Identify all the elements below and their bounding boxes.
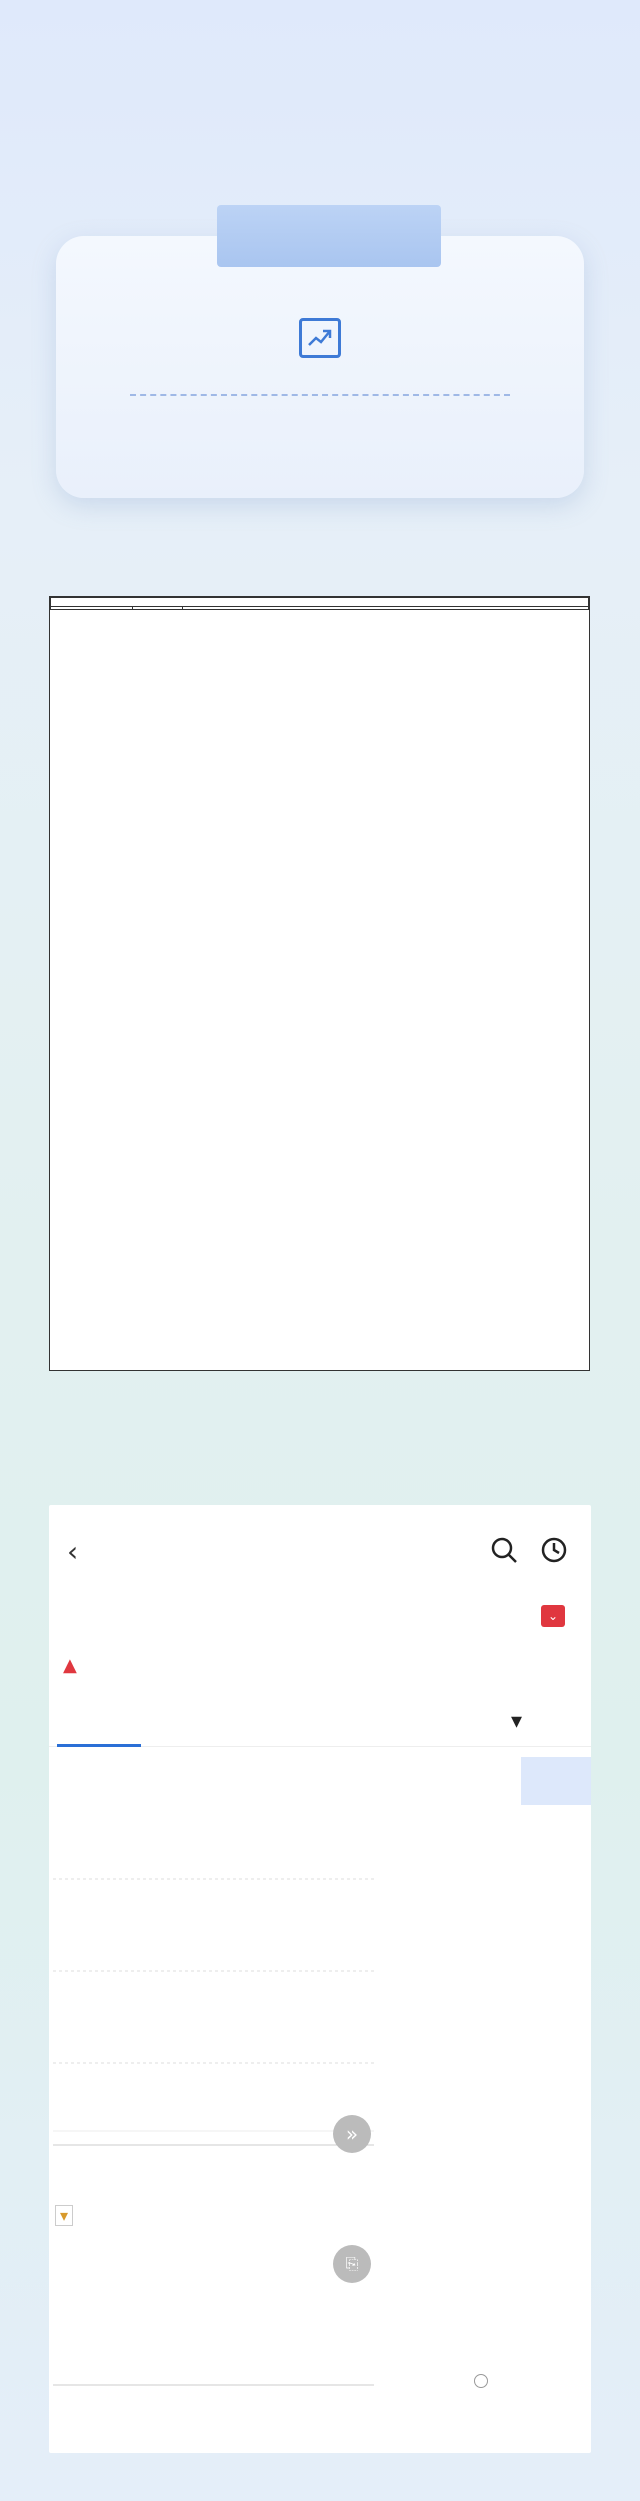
year-badge bbox=[217, 205, 441, 267]
intraday-chart[interactable] bbox=[49, 1755, 379, 2445]
title-card bbox=[56, 236, 584, 498]
tab-more[interactable]: ▾ bbox=[511, 1709, 523, 1734]
divider bbox=[130, 394, 510, 396]
col-market bbox=[183, 607, 589, 610]
expand-icon[interactable]: ⌄ bbox=[541, 1605, 565, 1627]
price-change: ▲ bbox=[63, 1655, 77, 1676]
trading-app bbox=[49, 1505, 591, 2453]
period-tabs bbox=[49, 1701, 591, 1747]
side-tabs bbox=[382, 1757, 591, 1805]
side-tab-price[interactable] bbox=[452, 1757, 522, 1805]
radio-icon bbox=[474, 2374, 488, 2388]
col-area bbox=[133, 607, 183, 610]
table-title bbox=[51, 598, 589, 607]
iccex-logo bbox=[240, 52, 400, 56]
region-table bbox=[49, 596, 590, 1371]
col-date bbox=[51, 607, 133, 610]
large-only-toggle[interactable] bbox=[474, 2371, 492, 2390]
search-icon[interactable] bbox=[489, 1535, 519, 1569]
copy-icon[interactable]: ⎘ bbox=[333, 2245, 371, 2283]
side-tab-detail[interactable] bbox=[382, 1757, 452, 1805]
card-title bbox=[56, 318, 584, 358]
cjl-selector[interactable]: ▾ bbox=[55, 2205, 73, 2226]
back-icon[interactable]: ‹ bbox=[67, 1535, 79, 1568]
side-tab-tick[interactable] bbox=[521, 1757, 591, 1805]
forward-icon[interactable]: » bbox=[333, 2115, 371, 2153]
tab-indicator bbox=[57, 1744, 141, 1747]
clock-icon[interactable] bbox=[539, 1535, 569, 1569]
trend-icon bbox=[299, 318, 341, 358]
